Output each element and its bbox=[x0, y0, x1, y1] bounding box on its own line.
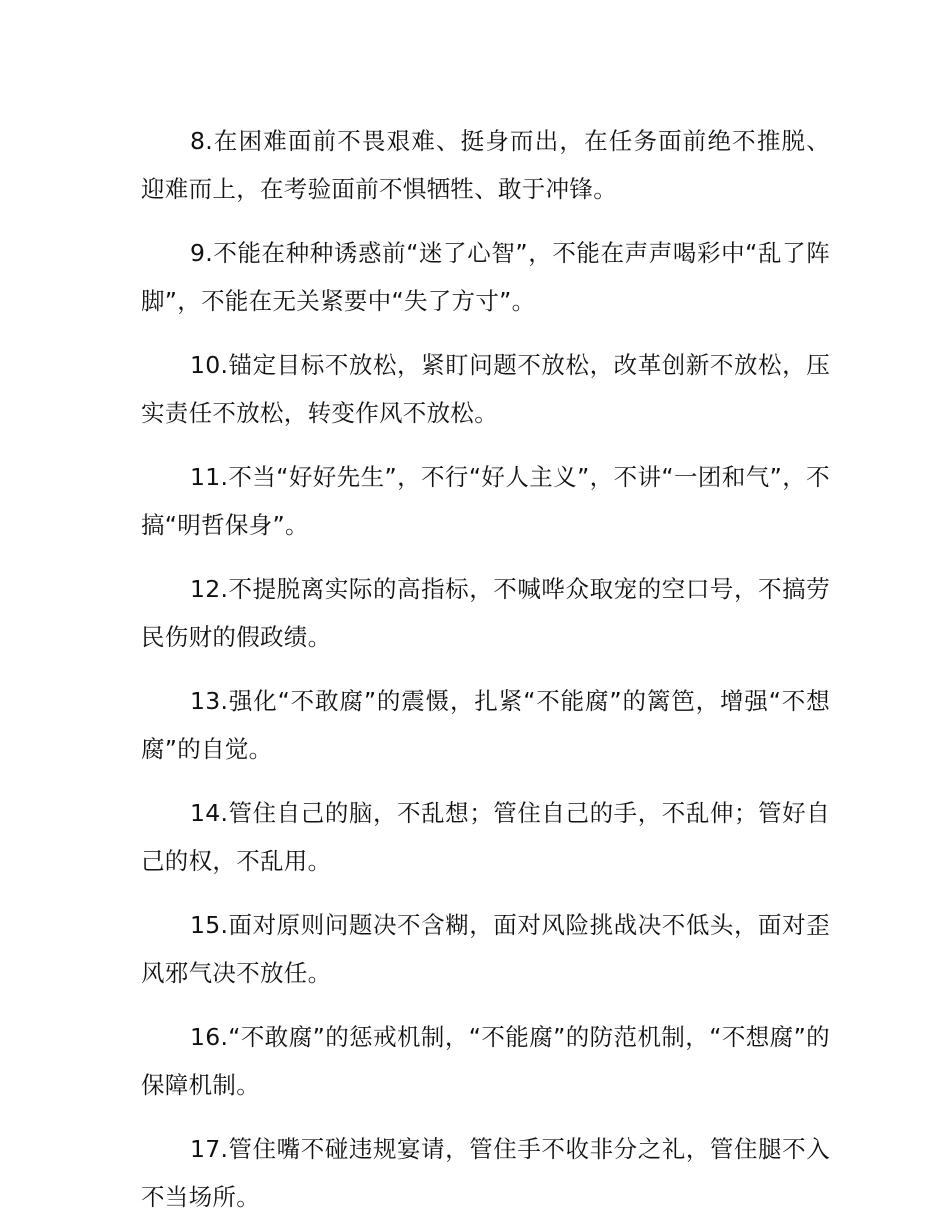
paragraph-11: 11.不当“好好先生”，不行“好人主义”，不讲“一团和气”，不搞“明哲保身”。 bbox=[141, 463, 830, 539]
paragraph-9: 9.不能在种种诱惑前“迷了心智”，不能在声声喝彩中“乱了阵脚”，不能在无关紧要中“失了方寸”。 bbox=[141, 239, 830, 315]
paragraph-16: 16.“不敢腐”的惩戒机制，“不能腐”的防范机制，“不想腐”的保障机制。 bbox=[141, 1023, 830, 1099]
paragraph-17: 17.管住嘴不碰违规宴请，管住手不收非分之礼，管住腿不入不当场所。 bbox=[141, 1135, 830, 1211]
paragraph-12: 12.不提脱离实际的高指标，不喊哗众取宠的空口号，不搞劳民伤财的假政绩。 bbox=[141, 575, 830, 651]
paragraph-10: 10.锚定目标不放松，紧盯问题不放松，改革创新不放松，压实责任不放松，转变作风不放松。 bbox=[141, 351, 830, 427]
paragraph-13: 13.强化“不敢腐”的震慑，扎紧“不能腐”的篱笆，增强“不想腐”的自觉。 bbox=[141, 687, 830, 763]
paragraph-15: 15.面对原则问题决不含糊，面对风险挑战决不低头，面对歪风邪气决不放任。 bbox=[141, 911, 830, 987]
paragraph-8: 8.在困难面前不畏艰难、挺身而出，在任务面前绝不推脱、迎难而上，在考验面前不惧牺牲、敢于冲锋。 bbox=[141, 127, 830, 203]
paragraph-14: 14.管住自己的脑，不乱想；管住自己的手，不乱伸；管好自己的权，不乱用。 bbox=[141, 799, 830, 875]
